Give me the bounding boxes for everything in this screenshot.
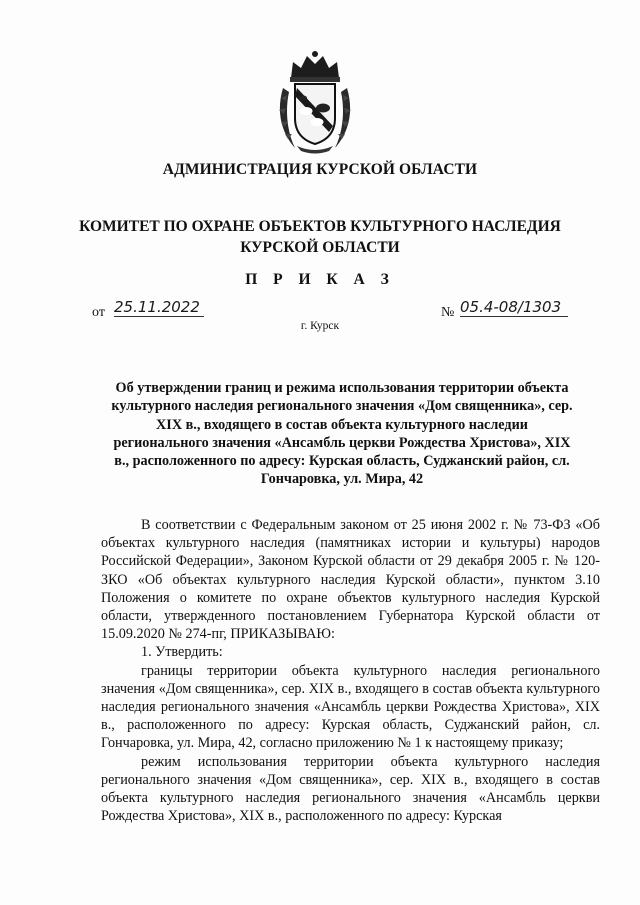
committee-title-line2: КУРСКОЙ ОБЛАСТИ <box>240 239 400 256</box>
committee-title-line1: КОМИТЕТ ПО ОХРАНЕ ОБЪЕКТОВ КУЛЬТУРНОГО НАСЛЕДИЯ <box>79 218 561 235</box>
number-prefix: № <box>441 305 455 320</box>
handwritten-date: 25.11.2022 <box>114 298 204 317</box>
body-paragraph-boundaries: границы территории объекта культурного наследия регионального значения «Дом священника», сер. XIX в., входящего в состав объекта культурного наследия регионального значения «Ансамбль церкви Рождества Христова», XIX в., расположенного по адресу: Курская область, Суджанский район, сл. Гончаровка, ул. Мира, 42, согласно приложению № 1 к настоящему приказу; <box>101 662 600 752</box>
administration-title: АДМИНИСТРАЦИЯ КУРСКОЙ ОБЛАСТИ <box>162 161 478 178</box>
body-paragraph-regime: режим использования территории объекта культурного наследия регионального значения «Дом священника», сер. XIX в., входящего в состав объекта культурного наследия регионального значения «Ансамбль церкви Рождества Христова», XIX в., расположенного по адресу: Курская <box>101 753 600 825</box>
committee-title <box>0 216 640 258</box>
order-subject: Об утверждении границ и режима использования территории объекта культурного наследия регионального значения «Дом священника», сер. XIX в., входящего в состав объекта культурного наследии регионального значения «Ансамбль церкви Рождества Христова», XIX в., расположенного по адресу: Курская область, Суджанский район, сл. Гончаровка, ул. Мира, 42 <box>111 380 573 488</box>
handwritten-document-number: 05.4-08/1303 <box>460 298 568 317</box>
city-label: г. Курск <box>300 320 340 332</box>
coat-of-arms-icon <box>273 48 357 154</box>
order-body <box>101 516 600 825</box>
body-paragraph-basis: В соответствии с Федеральным законом от 25 июня 2002 г. № 73-ФЗ «Об объектах культурного наследия (памятниках истории и культуры) народов Российской Федерации», Законом Курской области от 29 декабря 2005 г. № 120-ЗКО «Об объектах культурного наследия Курской области», пунктом 3.10 Положения о комитете по охране объектов культурного наследия Курской области, утвержденного постановлением Губернатора Курской области от 15.09.2020 № 274-пг, ПРИКАЗЫВАЮ: <box>101 517 600 643</box>
body-item-1: 1. Утвердить: <box>141 644 223 661</box>
document-type-title: П Р И К А З <box>245 271 395 288</box>
date-prefix: от <box>92 305 105 320</box>
